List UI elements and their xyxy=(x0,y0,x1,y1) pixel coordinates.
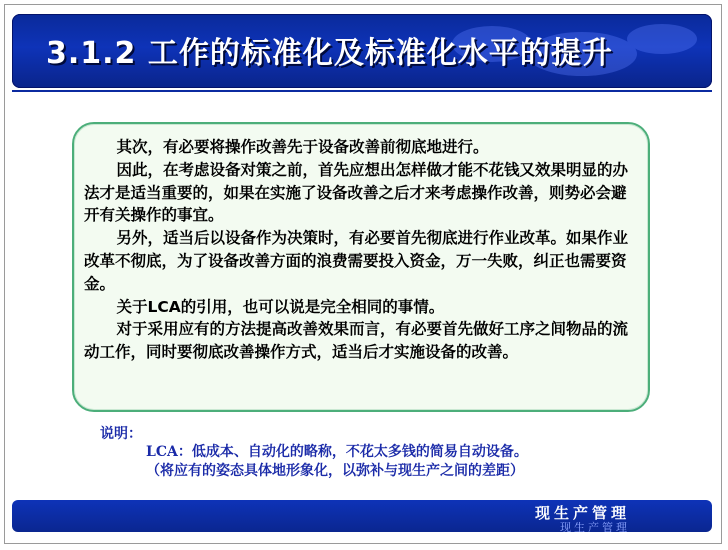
note-label: 说明： xyxy=(100,426,142,442)
title-bar xyxy=(12,14,712,88)
content-box xyxy=(72,122,650,412)
note-line-2: （将应有的姿态具体地形象化，以弥补与现生产之间的差距） xyxy=(146,463,524,479)
note-line-1: LCA：低成本、自动化的略称，不花太多钱的简易自动设备。 xyxy=(146,444,528,460)
title-divider xyxy=(12,90,712,92)
paragraph-1: 其次，有必要将操作改善先于设备改善前彻底地进行。 xyxy=(116,138,489,156)
footer-bar xyxy=(12,500,712,532)
paragraph-3: 另外，适当后以设备作为决策时，有必要首先彻底进行作业改革。如果作业改革不彻底，为了设备改善方面的浪费需要投入资金，万一失败，纠正也需要资金。 xyxy=(84,229,629,293)
footer-title: 现生产管理 xyxy=(534,504,630,522)
slide-title: 3.1.2 工作的标准化及标准化水平的提升 xyxy=(46,36,613,71)
paragraph-2: 因此，在考虑设备对策之前，首先应想出怎样做才能不花钱又效果明显的办法才是适当重要的，如果在实施了设备改善之后才来考虑操作改善，则势必会避开有关操作的事宜。 xyxy=(84,160,629,225)
paragraph-4: 关于LCA的引用，也可以说是完全相同的事情。 xyxy=(116,297,445,316)
paragraph-5: 对于采用应有的方法提高改善效果而言，有必要首先做好工序之间物品的流动工作，同时要彻底改善操作方式，适当后才实施设备的改善。 xyxy=(84,320,629,362)
footer-subtitle: 现生产管理 xyxy=(560,521,630,532)
